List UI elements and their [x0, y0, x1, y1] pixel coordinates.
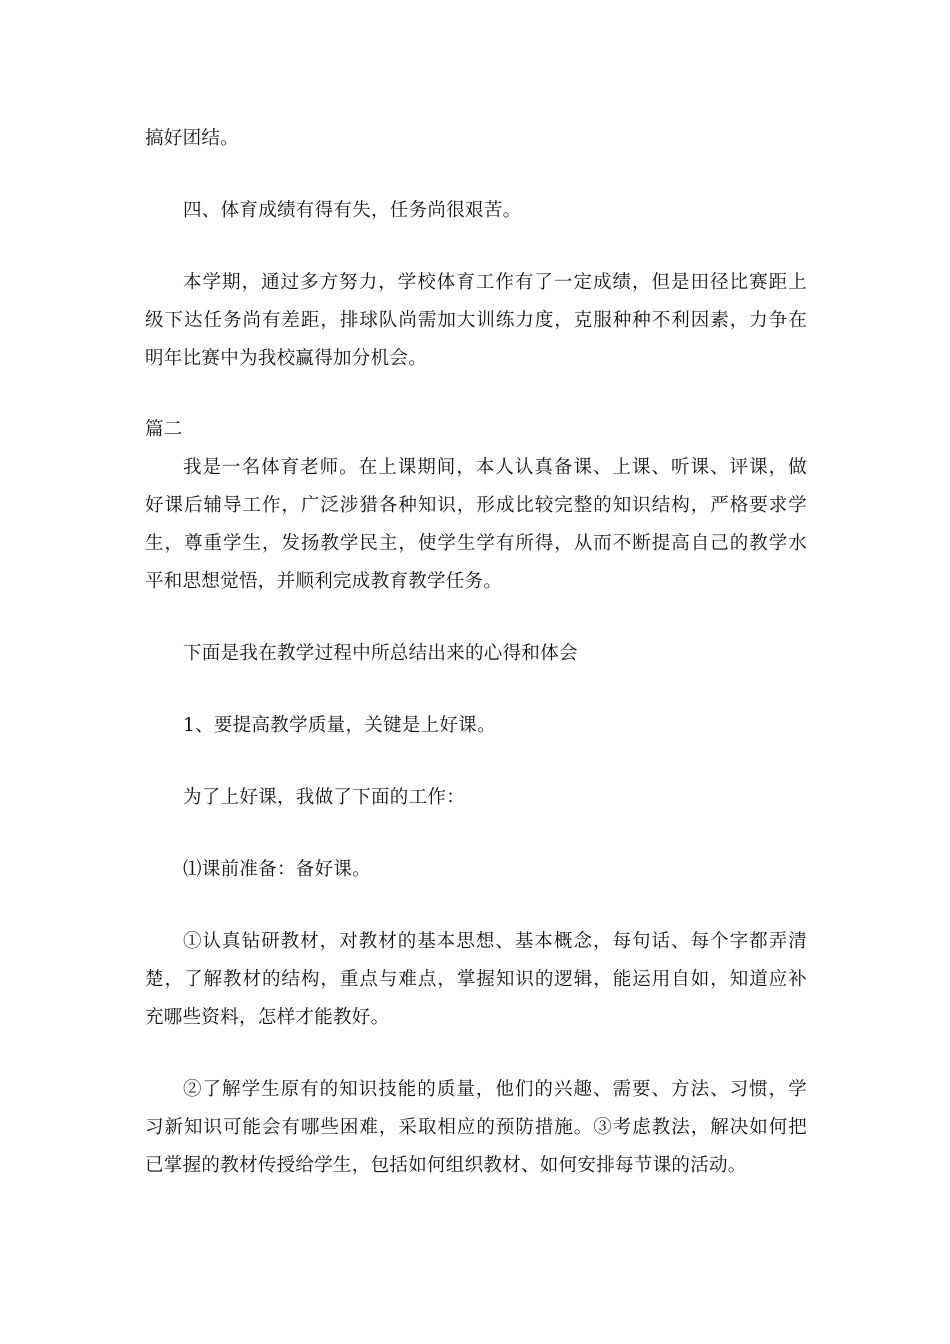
text-line: 明年比赛中为我校赢得加分机会。 [145, 348, 428, 369]
text-line: 我是一名体育老师。在上课期间，本人认真备课、上课、听课、评课，做 [183, 457, 807, 478]
text-line: 平和思想觉悟，并顺利完成教育教学任务。 [145, 571, 503, 592]
text-line: ②了解学生原有的知识技能的质量，他们的兴趣、需要、方法、习惯，学 [183, 1079, 807, 1100]
text-line: 下面是我在教学过程中所总结出来的心得和体会 [183, 643, 578, 664]
text-line: ⑴课前准备：备好课。 [183, 859, 372, 880]
text-line: 为了上好课，我做了下面的工作： [183, 787, 466, 808]
text-line: 本学期，通过多方努力，学校体育工作有了一定成绩，但是田径比赛距上 [183, 272, 807, 293]
text-line: 级下达任务尚有差距，排球队尚需加大训练力度，克服种种不利因素，力争在 [145, 310, 807, 331]
text-line: 充哪些资料，怎样才能教好。 [145, 1007, 390, 1028]
text-line: 好课后辅导工作，广泛涉猎各种知识，形成比较完整的知识结构，严格要求学 [145, 495, 807, 516]
text-line: 已掌握的教材传授给学生，包括如何组织教材、如何安排每节课的活动。 [145, 1155, 747, 1176]
text-line: ①认真钻研教材，对教材的基本思想、基本概念，每句话、每个字都弄清 [183, 931, 807, 952]
text-line: 生，尊重学生，发扬教学民主，使学生学有所得，从而不断提高自己的教学水 [145, 533, 807, 554]
text-line: 1、要提高教学质量，关键是上好课。 [183, 715, 496, 736]
section-heading: 四、体育成绩有得有失，任务尚很艰苦。 [183, 200, 522, 221]
text-line: 习新知识可能会有哪些困难，采取相应的预防措施。③考虑教法，解决如何把 [145, 1117, 807, 1138]
text-line: 搞好团结。 [145, 128, 240, 149]
part-heading: 篇二 [145, 419, 183, 440]
text-line: 楚，了解教材的结构，重点与难点，掌握知识的逻辑，能运用自如，知道应补 [145, 969, 807, 990]
